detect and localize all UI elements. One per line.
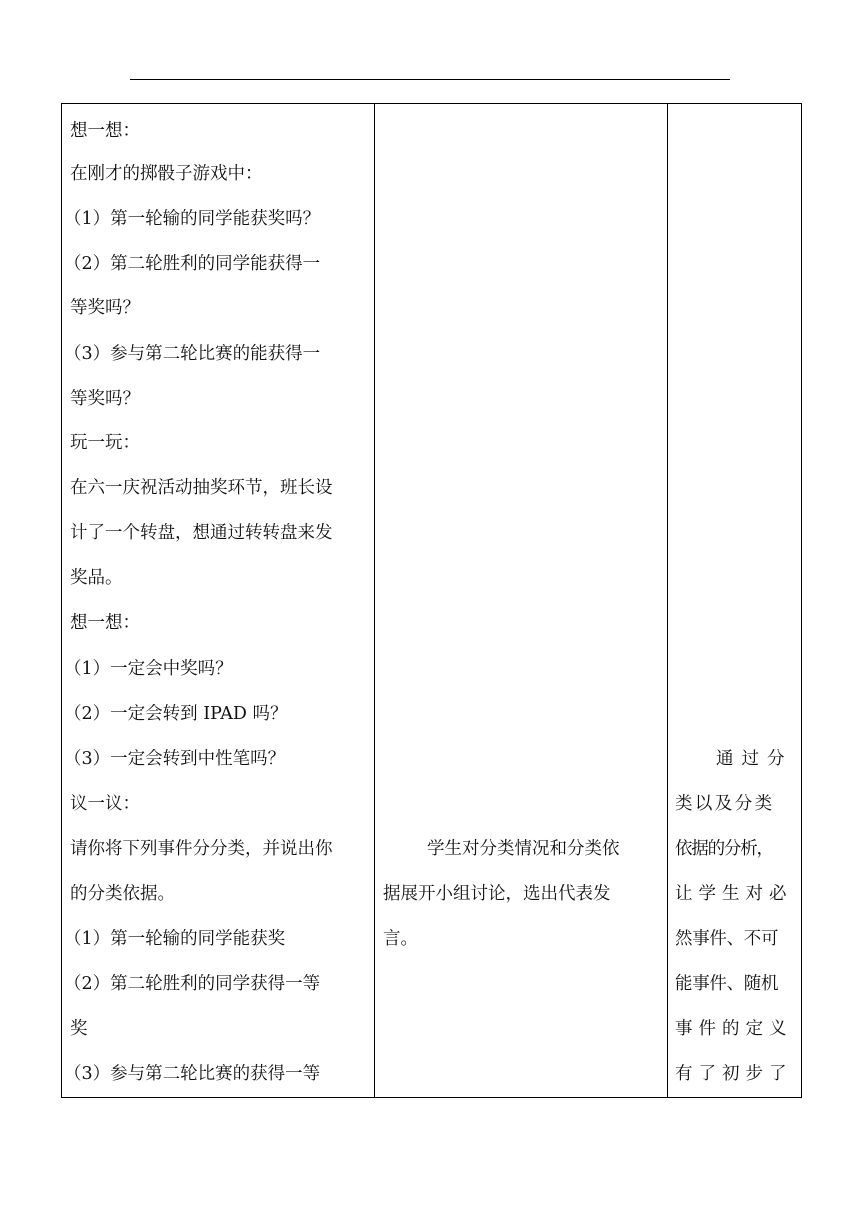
activity-line: （2）第二轮胜利的同学获得一等 (64, 974, 321, 994)
table-row (62, 104, 802, 1098)
activity-line: （3）参与第二轮比赛的获得一等 (64, 1064, 321, 1084)
design-intent-line: 依据的分析， (675, 839, 773, 859)
design-intent-line: 事件的定义 (675, 1019, 793, 1039)
design-intent-cell (668, 104, 802, 1098)
activity-line: （2）一定会转到 IPAD 吗？ (64, 704, 288, 724)
design-intent-line: 通过分 (716, 749, 793, 769)
activity-line: 想一想： (70, 121, 140, 141)
design-intent-line: 然事件、不可 (675, 929, 779, 949)
activity-line: （2）第二轮胜利的同学能获得一 (64, 254, 321, 274)
activity-line: （1）第一轮输的同学能获奖吗？ (64, 209, 321, 229)
activity-line: （1）第一轮输的同学能获奖 (64, 929, 286, 949)
design-intent-line: 有了初步了 (675, 1064, 793, 1084)
lesson-plan-table (61, 103, 802, 1098)
activity-line: （1）一定会中奖吗？ (64, 659, 233, 679)
activity-line: 奖品。 (70, 568, 123, 588)
header-rule (130, 79, 730, 80)
design-intent-line: 能事件、随机 (675, 974, 779, 994)
activity-line: （3）一定会转到中性笔吗？ (64, 749, 286, 769)
activity-line: 请你将下列事件分分类，并说出你 (70, 839, 333, 859)
student-activity-line: 言。 (383, 929, 418, 949)
activity-line: 奖 (70, 1019, 88, 1039)
activity-line: 想一想： (70, 613, 140, 633)
activity-line: 在刚才的掷骰子游戏中： (70, 164, 263, 184)
activity-line: 计了一个转盘，想通过转转盘来发 (70, 523, 333, 543)
activity-line: 玩一玩： (70, 433, 140, 453)
activity-line: 的分类依据。 (70, 884, 175, 904)
design-intent-line: 类以及分类 (675, 794, 775, 814)
student-activity-line: 学生对分类情况和分类依 (427, 839, 620, 859)
activity-line: 在六一庆祝活动抽奖环节，班长设 (70, 478, 333, 498)
activity-line: 等奖吗？ (70, 389, 140, 409)
design-intent-line: 让学生对必 (675, 884, 793, 904)
student-activity-line: 据展开小组讨论，选出代表发 (383, 884, 611, 904)
activity-line: （3）参与第二轮比赛的能获得一 (64, 344, 321, 364)
activity-line: 议一议： (70, 794, 140, 814)
activity-line: 等奖吗？ (70, 298, 140, 318)
student-activity-cell (375, 104, 668, 1098)
activities-cell (62, 104, 375, 1098)
